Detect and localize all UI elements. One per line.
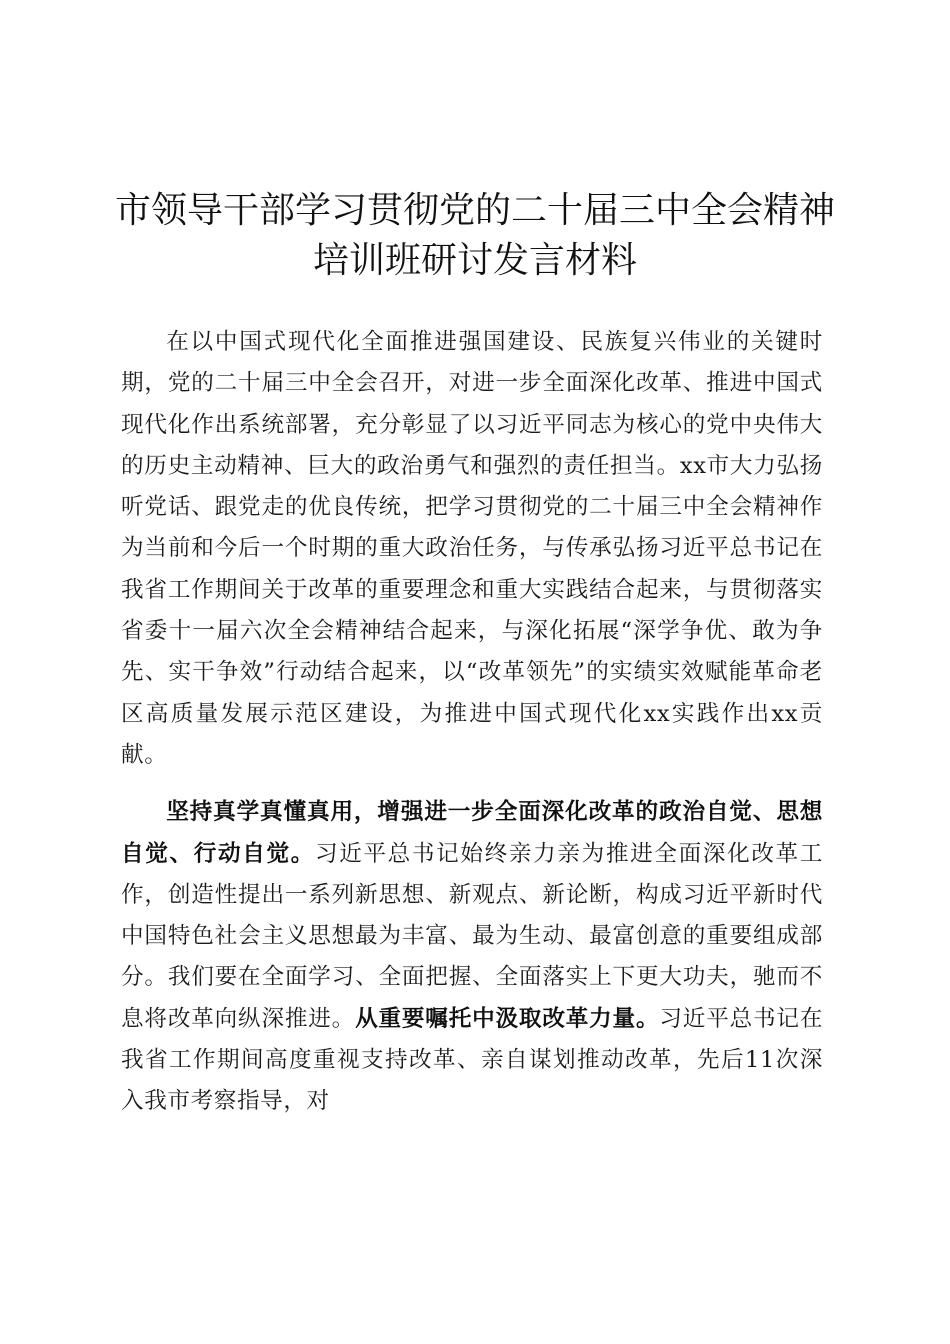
section-text-2: 习近平总书记在我省工作期间高度重视支持改革、亲自谋划推动改革，先后11次深入我市考察指导，对 [121,1005,824,1115]
section-paragraph [121,792,823,1122]
section-subheading: 从重要嘱托中汲取改革力量。 [355,1005,660,1032]
document-body [121,322,823,1123]
section-heading: 坚持真学真懂真用，增强进一步全面深化改革的政治自觉、思想自觉、行动自觉。 [121,799,823,867]
title-line-2: 培训班研讨发言材料 [312,240,637,281]
intro-paragraph: 在以中国式现代化全面推进强国建设、民族复兴伟业的关键时期，党的二十届三中全会召开，对进一步全面深化改革、推进中国式现代化作出系统部署，充分彰显了以习近平同志为核心的党中央伟大的历史主动精神、巨大的政治勇气和强烈的责任担当。xx市大力弘扬听党话、跟党走的优良传统，把学习贯彻党的二十届三中全会精神作为当前和今后一个时期的重大政治任务，与传承弘扬习近平总书记在我省工作期间关于改革的重要理念和重大实践结合起来，与贯彻落实省委十一届六次全会精神结合起来，与深化拓展“深学争优、敢为争先、实干争效”行动结合起来，以“改革领先”的实绩实效赋能革命老区高质量发展示范区建设，为推进中国式现代化xx实践作出xx贡献。 [121,329,823,768]
title-line-1: 市领导干部学习贯彻党的二十届三中全会精神 [114,190,835,231]
section-text-1: 习近平总书记始终亲力亲为推进全面深化改革工作，创造性提出一系列新思想、新观点、新论断，构成习近平新时代中国特色社会主义思想最为丰富、最为生动、最富创意的重要组成部分。我们要在全面学习、全面把握、全面落实上下更大功夫，驰而不息将改革向纵深推进。 [121,840,823,1032]
document-title [100,186,850,286]
